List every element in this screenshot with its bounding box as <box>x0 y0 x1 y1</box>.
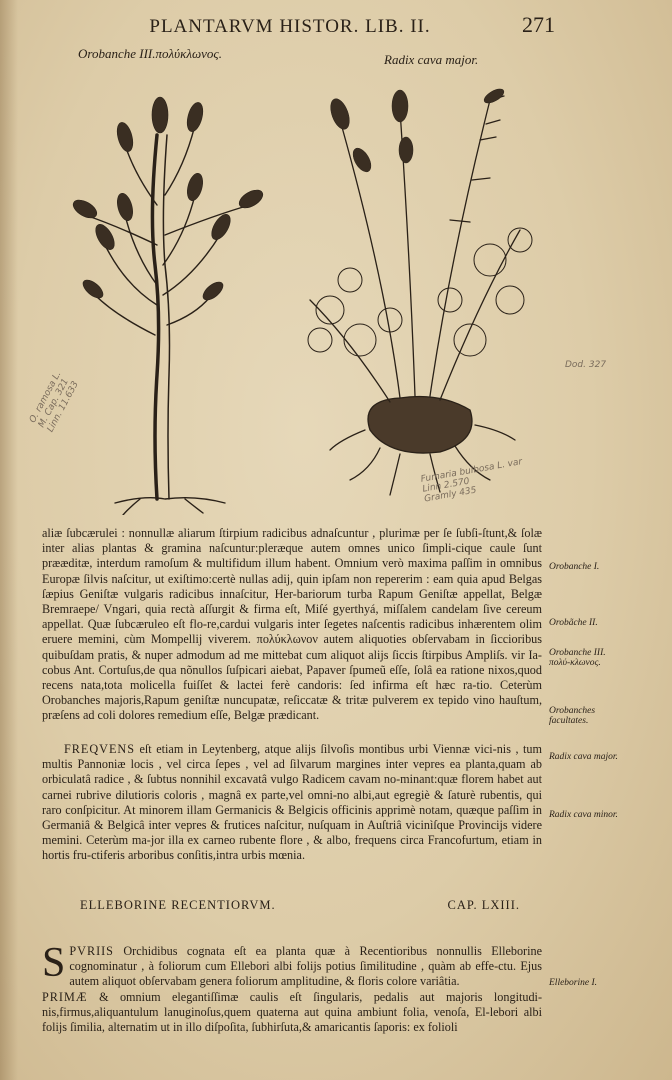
handwritten-note-right-a: Dod. 327 <box>565 360 607 370</box>
paragraph-body: & omnium elegantiſſimæ caulis eſt ſingularis, pedalis aut majoris longitudi-nis,firmus,aliquantulum lanuginoſus,quem quaterna aut quina ambiunt folia, venoſa, El-lebori albi folijs ſimilia, alternatim ut in illo diſpoſita, ſubhirſuta,& amaricantis ſaporis: ex folioli <box>42 989 542 1035</box>
paragraph-body: eſt etiam in Leytenberg, atque alijs ſilvoſis montibus urbi Viennæ vici-nis , tum multis Pannoniæ locis , vel circa ſepes , vel ad ſilvarum margines inter vepres ea planta,quam ab orbiculatâ radice , & ſubtus nonnihil excavatâ vulgo Radicem cavam no-minant:quæ florem habet aut carnei rubrive dilutioris coloris , magnâ ex parte,vel omni-no albi,aut egregiè & ſaturè rubentis, qui raro conſpicitur. At minorem illam Germanicis & Belgicis officinis apprimè notam, quæque paſſim in Germaniâ & Belgicâ inter vepres & frutices naſcitur, nuſquam in Auſtriâ vicinìſque Provincijs videre memini. Ceterùm ma-jor illa ex carneo rubente flore , & albo, frequens circa Francofurtum, etiam in hortis fru-ctiferis arboribus conſitis,intra urbis mœnia. <box>42 742 543 863</box>
paragraph-body: Orchidibus cognata eſt ea planta quæ à Recentioribus nonnullis Elleborine cognominatur , à foliorum cum Ellebori albi folijs potius ſimilitudine , quàm ab effe-ctu. Ejus autem aliquot obſervabam genera foliorum amplitudine, & floris colore variâtia. <box>69 944 543 989</box>
margin-note: Radix cava minor. <box>549 810 618 820</box>
figure-label-right: Radix cava major. <box>384 52 479 67</box>
orobanche-woodcut-illustration <box>45 75 285 515</box>
page-number: 271 <box>522 12 555 37</box>
chapter-title: ELLEBORINE RECENTIORVM. <box>80 898 276 912</box>
paragraph-elleborine <box>42 940 543 1035</box>
margin-note: Radix cava major. <box>549 752 618 762</box>
drop-cap: S <box>42 940 66 986</box>
handwritten-note-left: O. ramosa L. M. Cap. 321 Linn. 11.633 <box>28 369 81 435</box>
running-head: PLANTARVM HISTOR. LIB. II. <box>149 16 431 37</box>
margin-note: Orobanches facultates. <box>549 706 596 726</box>
chapter-number: CAP. LXIII. <box>447 898 520 912</box>
handwritten-note-right-b: Fumaria bulbosa L. var Linn 2.570 Gramly 435 <box>420 457 524 505</box>
paragraph-orobanche: aliæ ſubcærulei : nonnullæ aliarum ſtirpium radicibus adnaſcuntur , plurimæ per ſe ſubſi-ſtunt,& ſolæ inter alias plantas & gramina naſcuntur:pleræque autem omnes unico ſimpli-cique caule ſunt prææditæ, interdum ramoſum & multifidum illum habent. Omnium verò maxima paſſim in omnibus Europæ ſilvis naſcitur, ut exiſtimo:certè nullas adij, quin ipſam non repererim : eam quia apud Belgas ſæpius Geniſtæ vulgaris radicibus innaſcitur, Her-bariorum turba Rapum Geniſtæ appellat, Belgæ Bremraepe/ Vngari, quia rectà aſſurgit & firma eſt, Miſé gyerthyá, miſſalem candelam ſive cereum appellat. Quæ ſubcæruleo eſt flo-re,cardui vulgaris inter ſegetes naſcentis radicibus inhærentem olim eruere memini, cùm Mompellij viverem. πολύκλωνον autem aliquoties obſervabam in ſiccioribus quibuſdam pratis, & nuper admodum ad me mittebat cum aliquot alijs ſiccis ſtirpibus Ampliſs. vir Ia-cobus Ant. Cortuſus,de qua nõnullos ſuſpicari aiebat, Papaver ſpumeũ eſſe, ſolâ ea ratione nixos,quod recens nata,tota molicella fuiſſet & lactei ferè candoris: ſed infirma eſt hæc ra-tio. Ceterùm Orobanches majoris,Rapum geniſtæ nuncupatæ, reſiccatæ & tritæ pulverem ex tepido vino hauſtum, præſens ad coli dolores remedium eſſe, Belgæ prædicant. <box>42 526 542 723</box>
paragraph-radix-cava <box>42 742 542 864</box>
paragraph-lead-word: FREQVENS <box>64 742 135 756</box>
paragraph-lead-word: PVRIIS <box>69 944 114 958</box>
margin-note: Orobãche II. <box>549 618 598 628</box>
chapter-heading <box>80 898 520 913</box>
margin-note: Elleborine I. <box>549 978 598 988</box>
paragraph-lead-word: PRIMÆ <box>42 989 88 1004</box>
figure-label-left: Orobanche III.πολύκλωνος. <box>78 46 222 61</box>
margin-note: Orobanche I. <box>549 562 600 572</box>
radix-cava-woodcut-illustration <box>290 80 550 500</box>
margin-note: Orobanche III. πολύ-κλωνος. <box>549 648 606 668</box>
